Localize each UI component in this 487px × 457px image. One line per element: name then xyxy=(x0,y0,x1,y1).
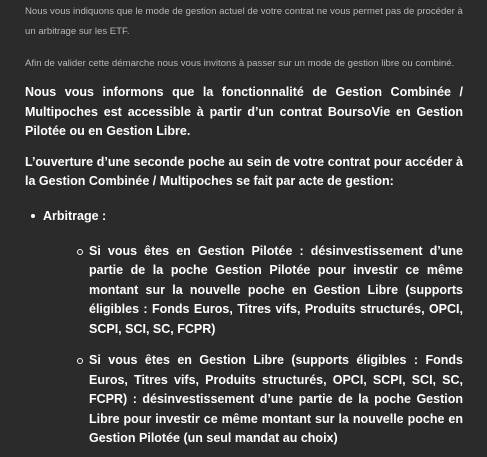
info-paragraph-2: L’ouverture d’une seconde poche au sein de votre contrat pour accéder à la Gestion Combinée / Multipoches se fait par acte de gestion: xyxy=(25,154,463,188)
notice-text-2: Afin de valider cette démarche nous vous invitons à passer sur un mode de gestion libre ou combiné. xyxy=(25,58,455,69)
sublist-item-text: Si vous êtes en Gestion Libre (supports éligibles : Fonds Euros, Titres vifs, Produits structurés, OPCI, SCPI, SCI, SC, FCPR) : désinvestissement d’une partie de la poche Gestion Libre pour investir ce même montant sur la nouvelle poche en Gestion Pilotée (un seul mandat au choix) xyxy=(89,353,463,445)
arbitrage-sublist xyxy=(43,242,463,449)
info-paragraph-1: Nous vous informons que la fonctionnalité de Gestion Combinée / Multipoches est accessible à partir d’un contrat BoursoVie en Gestion Pilotée ou en Gestion Libre. xyxy=(25,85,463,138)
bullet-disc-icon xyxy=(31,214,35,218)
bullet-circle-icon xyxy=(77,249,83,255)
sublist-item-gestion-pilotee xyxy=(89,242,463,340)
sublist-item-gestion-libre xyxy=(89,351,463,449)
bullet-circle-icon xyxy=(77,358,83,364)
sublist-item-text: Si vous êtes en Gestion Pilotée : désinvestissement d’une partie de la poche Gestion Pilotée pour investir ce même montant sur la nouvelle poche en Gestion Libre (supports éligibles : Fonds Euros, Titres vifs, Produits structurés, OPCI, SCPI, SCI, SC, FCPR) xyxy=(89,243,463,336)
management-acts-list xyxy=(25,206,463,449)
list-item-label: Arbitrage : xyxy=(43,208,107,223)
notice-text-1: Nous vous indiquons que le mode de gestion actuel de votre contrat ne vous permet pas de procéder à un arbitrage sur les ETF. xyxy=(25,6,463,37)
list-item-arbitrage xyxy=(43,206,463,449)
